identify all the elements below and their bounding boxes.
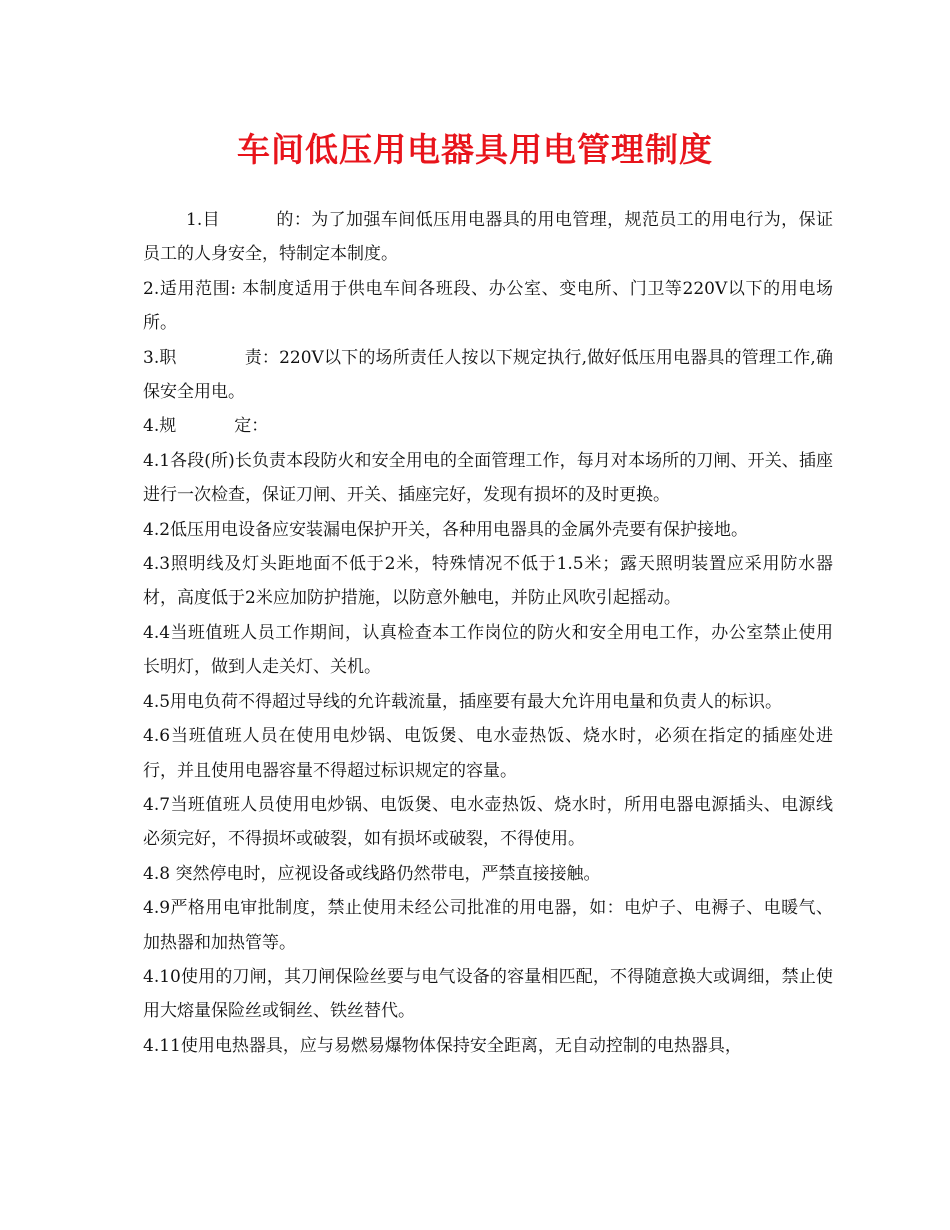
rule-item-4-4: 4.4当班值班人员工作期间，认真检查本工作岗位的防火和安全用电工作，办公室禁止使用长明灯，做到人走关灯、关机。 — [143, 622, 833, 678]
purpose-label-b: 的： — [276, 210, 312, 230]
duty-text: 220V以下的场所责任人按以下规定执行,做好低压用电器具的管理工作,确保安全用电。 — [143, 347, 834, 403]
purpose-label-a: 1.目 — [186, 210, 221, 230]
duty-label-a: 3.职 — [143, 347, 177, 368]
rule-item-4-2: 4.2低压用电设备应安装漏电保护开关，各种用电器具的金属外壳要有保护接地。 — [143, 519, 749, 540]
scope-paragraph: 2.适用范围: 本制度适用于供电车间各班段、办公室、变电所、门卫等220V以下的用电场所。 — [143, 278, 833, 334]
rule-item-4-11: 4.11使用电热器具，应与易燃易爆物体保持安全距离，无自动控制的电热器具， — [143, 1035, 742, 1056]
rule-item-4-1: 4.1各段(所)长负责本段防火和安全用电的全面管理工作，每月对本场所的刀闸、开关、插座进行一次检查，保证刀闸、开关、插座完好，发现有损坏的及时更换。 — [143, 450, 833, 506]
purpose-paragraph — [143, 203, 833, 272]
rules-label-b: 定： — [234, 416, 269, 437]
rule-item-4-9: 4.9严格用电审批制度，禁止使用未经公司批准的用电器，如：电炉子、电褥子、电暖气、加热器和加热管等。 — [143, 898, 833, 953]
rules-label-a: 4.规 — [143, 416, 177, 437]
rule-item-4-3: 4.3照明线及灯头距地面不低于2米，特殊情况不低于1.5米；露天照明装置应采用防水器材，高度低于2米应加防护措施，以防意外触电，并防止风吹引起摇动。 — [143, 554, 833, 609]
duty-paragraph — [143, 341, 833, 410]
rule-item-4-6: 4.6当班值班人员在使用电炒锅、电饭煲、电水壶热饭、烧水时，必须在指定的插座处进行，并且使用电器容量不得超过标识规定的容量。 — [143, 726, 833, 781]
rule-item-4-8: 4.8 突然停电时，应视设备或线路仍然带电，严禁直接接触。 — [143, 863, 601, 884]
document-body — [143, 203, 833, 1063]
duty-label-b: 责： — [244, 347, 280, 368]
document-title: 车间低压用电器具用电管理制度 — [237, 130, 713, 169]
rules-heading — [143, 409, 833, 443]
rule-item-4-7: 4.7当班值班人员使用电炒锅、电饭煲、电水壶热饭、烧水时，所用电器电源插头、电源线必须完好，不得损坏或破裂，如有损坏或破裂，不得使用。 — [143, 794, 833, 850]
purpose-text: 为了加强车间低压用电器具的用电管理，规范员工的用电行为，保证员工的人身安全，特制定本制度。 — [143, 210, 833, 265]
rule-item-4-10: 4.10使用的刀闸，其刀闸保险丝要与电气设备的容量相匹配，不得随意换大或调细，禁止使用大熔量保险丝或铜丝、铁丝替代。 — [143, 966, 833, 1022]
rule-item-4-5: 4.5用电负荷不得超过导线的允许载流量，插座要有最大允许用电量和负责人的标识。 — [143, 691, 783, 712]
